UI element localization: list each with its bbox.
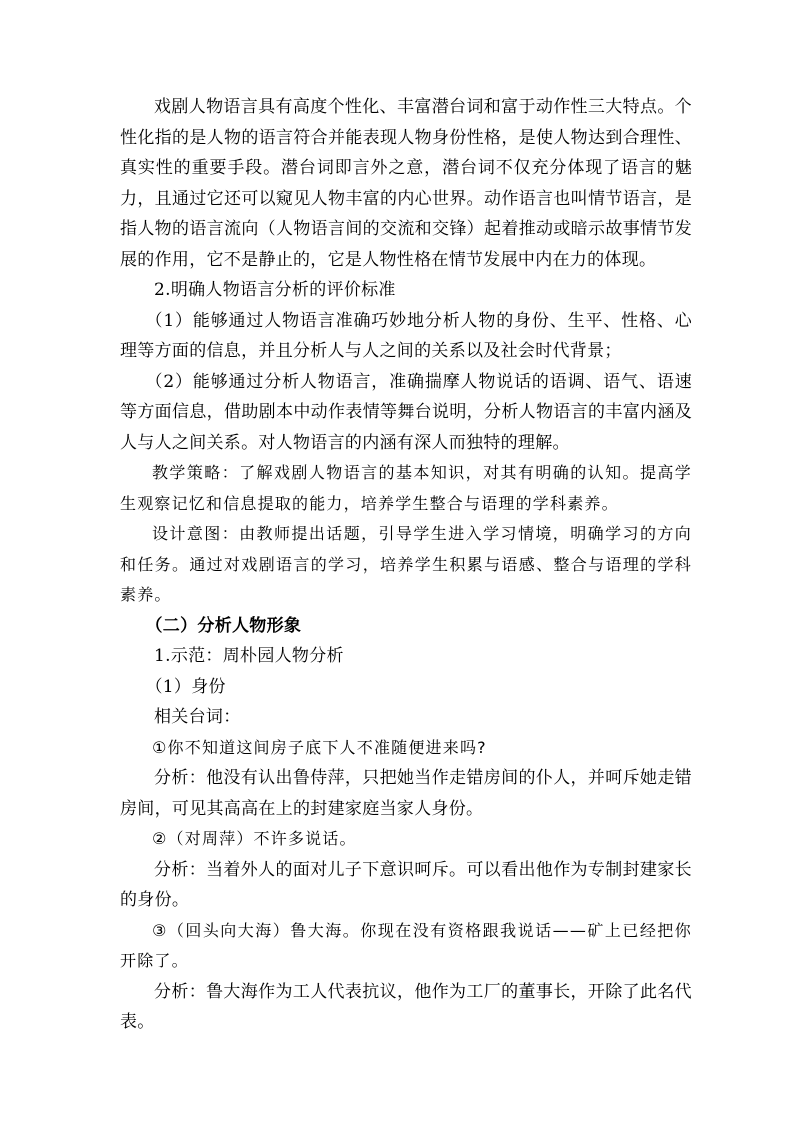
section-heading-analyze-characters: （二）分析人物形象 xyxy=(145,615,302,636)
paragraph-drama-language-features: 戏剧人物语言具有高度个性化、丰富潜台词和富于动作性三大特点。个性化指的是人物的语言符合并能表现人物身份性格，是使人物达到合理性、真实性的重要手段。潜台词即言外之意，潜台词不仅充分体现了语言的魅力，且通过它还可以窥见人物丰富的内心世界。动作语言也叫情节语言，是指人物的语言流向（人物语言间的交流和交锋）起着推动或暗示故事情节发展的作用，它不是静止的，它是人物性格在情节发展中内在力的体现。 xyxy=(120,97,692,270)
paragraph-identity-heading: （1）身份 xyxy=(145,676,226,697)
paragraph-demo-heading: 1.示范：周朴园人物分析 xyxy=(154,646,344,666)
quote-line-3: ③（回头向大海）鲁大海。你现在没有资格跟我说话——矿上已经把你开除了。 xyxy=(120,920,692,970)
paragraph-design-intent: 设计意图：由教师提出话题，引导学生进入学习情境，明确学习的方向和任务。通过对戏剧语言的学习，培养学生积累与语感、整合与语理的学科素养。 xyxy=(120,524,692,604)
analysis-1: 分析：他没有认出鲁侍萍，只把她当作走错房间的仆人，并呵斥她走错房间，可见其高高在上的封建家庭当家人身份。 xyxy=(120,768,692,819)
document-body xyxy=(120,92,692,1038)
analysis-2: 分析：当着外人的面对儿子下意识呵斥。可以看出他作为专制封建家长的身份。 xyxy=(120,859,692,910)
paragraph-related-lines-label: 相关台词： xyxy=(154,707,241,727)
quote-line-2: ②（对周萍）不许多说话。 xyxy=(152,829,357,848)
paragraph-criterion-1: （1）能够通过人物语言准确巧妙地分析人物的身份、生平、性格、心理等方面的信息，并且分析人与人之间的关系以及社会时代背景； xyxy=(120,310,692,361)
paragraph-evaluation-criteria-heading: 2.明确人物语言分析的评价标准 xyxy=(154,280,396,300)
analysis-3: 分析：鲁大海作为工人代表抗议，他作为工厂的董事长，开除了此名代表。 xyxy=(120,981,692,1032)
paragraph-teaching-strategy: 教学策略：了解戏剧人物语言的基本知识，对其有明确的认知。提高学生观察记忆和信息提取的能力，培养学生整合与语理的学科素养。 xyxy=(120,463,692,513)
paragraph-criterion-2: （2）能够通过分析人物语言，准确揣摩人物说话的语调、语气、语速等方面信息，借助剧本中动作表情等舞台说明，分析人物语言的丰富内涵及人与人之间关系。对人物语言的内涵有深人而独特的理解。 xyxy=(120,371,692,453)
quote-line-1: ①你不知道这间房子底下人不准随便进来吗? xyxy=(152,737,487,757)
